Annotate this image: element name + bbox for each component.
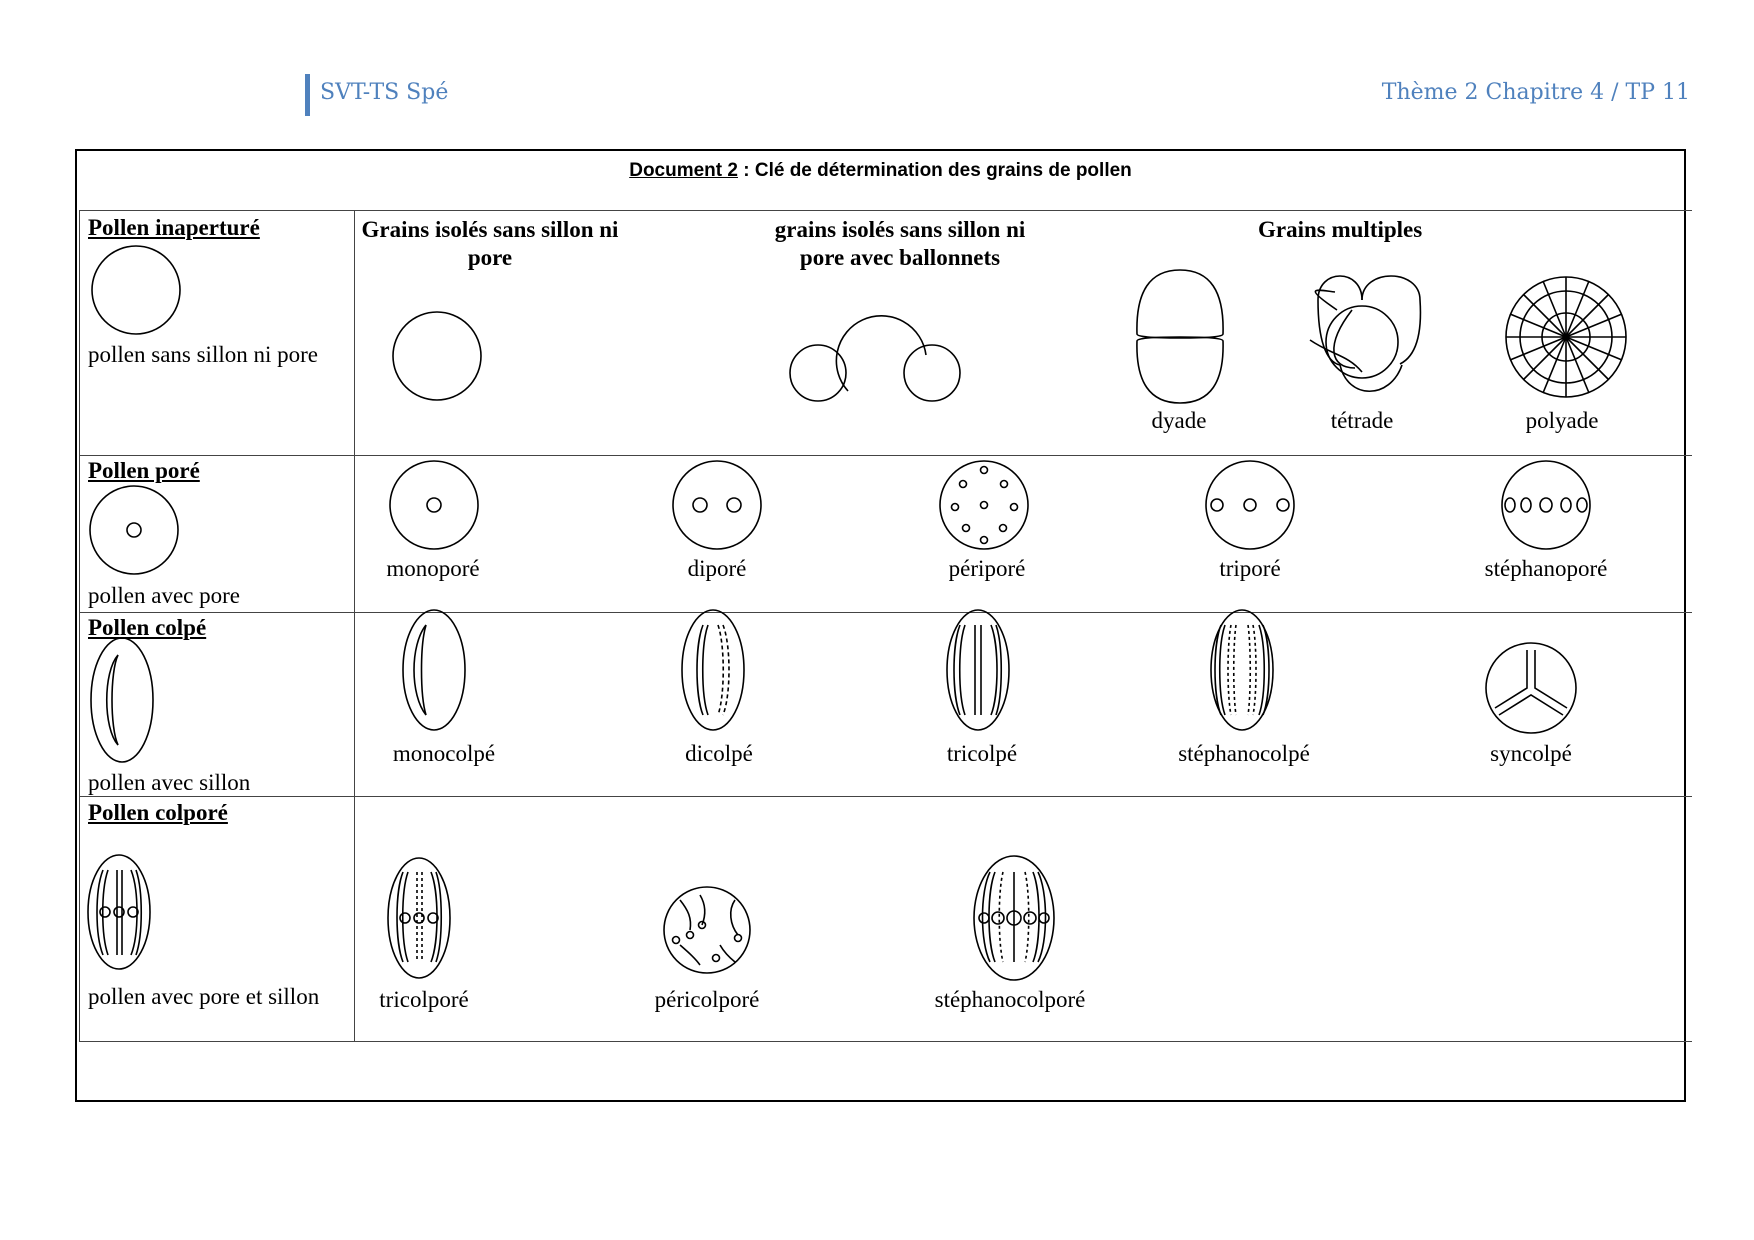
dyade-illustration: [1137, 270, 1223, 403]
inaperture-pollen-illustration: [92, 246, 180, 334]
group-heading-ballonnets: grains isolés sans sillon ni pore avec ballonnets: [774, 217, 1026, 270]
row-heading-pore: Pollen poré: [88, 458, 200, 483]
label-peripore: périporé: [948, 556, 1026, 581]
group-heading-multiples: Grains multiples: [1258, 217, 1423, 242]
row-caption-colpe: pollen avec sillon: [88, 770, 251, 795]
colpore-pollen-illustration: [88, 855, 150, 969]
tricolpe-illustration: [947, 610, 1009, 730]
syncolpe-illustration: [1486, 643, 1576, 733]
row-caption-pore: pollen avec pore: [88, 583, 240, 608]
label-dicolpe: dicolpé: [685, 741, 753, 766]
row-caption-inaperture: pollen sans sillon ni pore: [88, 342, 318, 367]
tricolpore-illustration: [388, 858, 450, 978]
label-monopore: monoporé: [386, 556, 480, 581]
row-heading-colpe: Pollen colpé: [88, 615, 207, 640]
tripore-illustration: [1206, 461, 1294, 549]
stephanocolpore-illustration: [974, 856, 1054, 980]
label-stephanocolpe: stéphanocolpé: [1178, 741, 1310, 766]
document-title-text: : Clé de détermination des grains de pollen: [737, 160, 1132, 181]
monopore-illustration: [390, 461, 478, 549]
isolated-grain-illustration: [393, 312, 481, 400]
group-heading-isolated: Grains isolés sans sillon ni pore: [361, 217, 619, 270]
document-number: Document 2: [629, 160, 738, 181]
label-monocolpe: monocolpé: [392, 741, 496, 766]
row-caption-colpore: pollen avec pore et sillon: [88, 984, 320, 1009]
pore-pollen-illustration: [90, 486, 178, 574]
colpe-pollen-illustration: [91, 638, 153, 762]
dicolpe-illustration: [682, 610, 744, 730]
label-tripore: triporé: [1219, 556, 1281, 581]
label-dipore: diporé: [687, 556, 747, 581]
tetrade-illustration: [1310, 276, 1420, 391]
label-stephanocolpore: stéphanocolporé: [934, 987, 1086, 1012]
grain-with-ballonnets-illustration: [790, 316, 960, 401]
stephanocolpe-illustration: [1211, 610, 1273, 730]
monocolpe-illustration: [403, 610, 465, 730]
dipore-illustration: [673, 461, 761, 549]
header-course: SVT-TS Spé: [320, 80, 449, 105]
peripore-illustration: [940, 461, 1028, 549]
label-syncolpe: syncolpé: [1490, 741, 1572, 766]
stephanopore-illustration: [1502, 461, 1590, 549]
header-chapter: Thème 2 Chapitre 4 / TP 11: [1381, 80, 1690, 105]
pericolpore-illustration: [664, 887, 750, 973]
label-tricolpe: tricolpé: [946, 741, 1018, 766]
row-heading-inaperture: Pollen inaperturé: [88, 215, 260, 240]
row-heading-colpore: Pollen colporé: [88, 800, 228, 825]
label-pericolpore: péricolporé: [654, 987, 760, 1012]
label-tricolpore: tricolporé: [379, 987, 469, 1012]
label-dyade: dyade: [1151, 408, 1207, 433]
label-tetrade: tétrade: [1330, 408, 1394, 433]
label-polyade: polyade: [1525, 408, 1599, 433]
label-stephanopore: stéphanoporé: [1484, 556, 1608, 581]
polyade-illustration: [1506, 277, 1626, 397]
